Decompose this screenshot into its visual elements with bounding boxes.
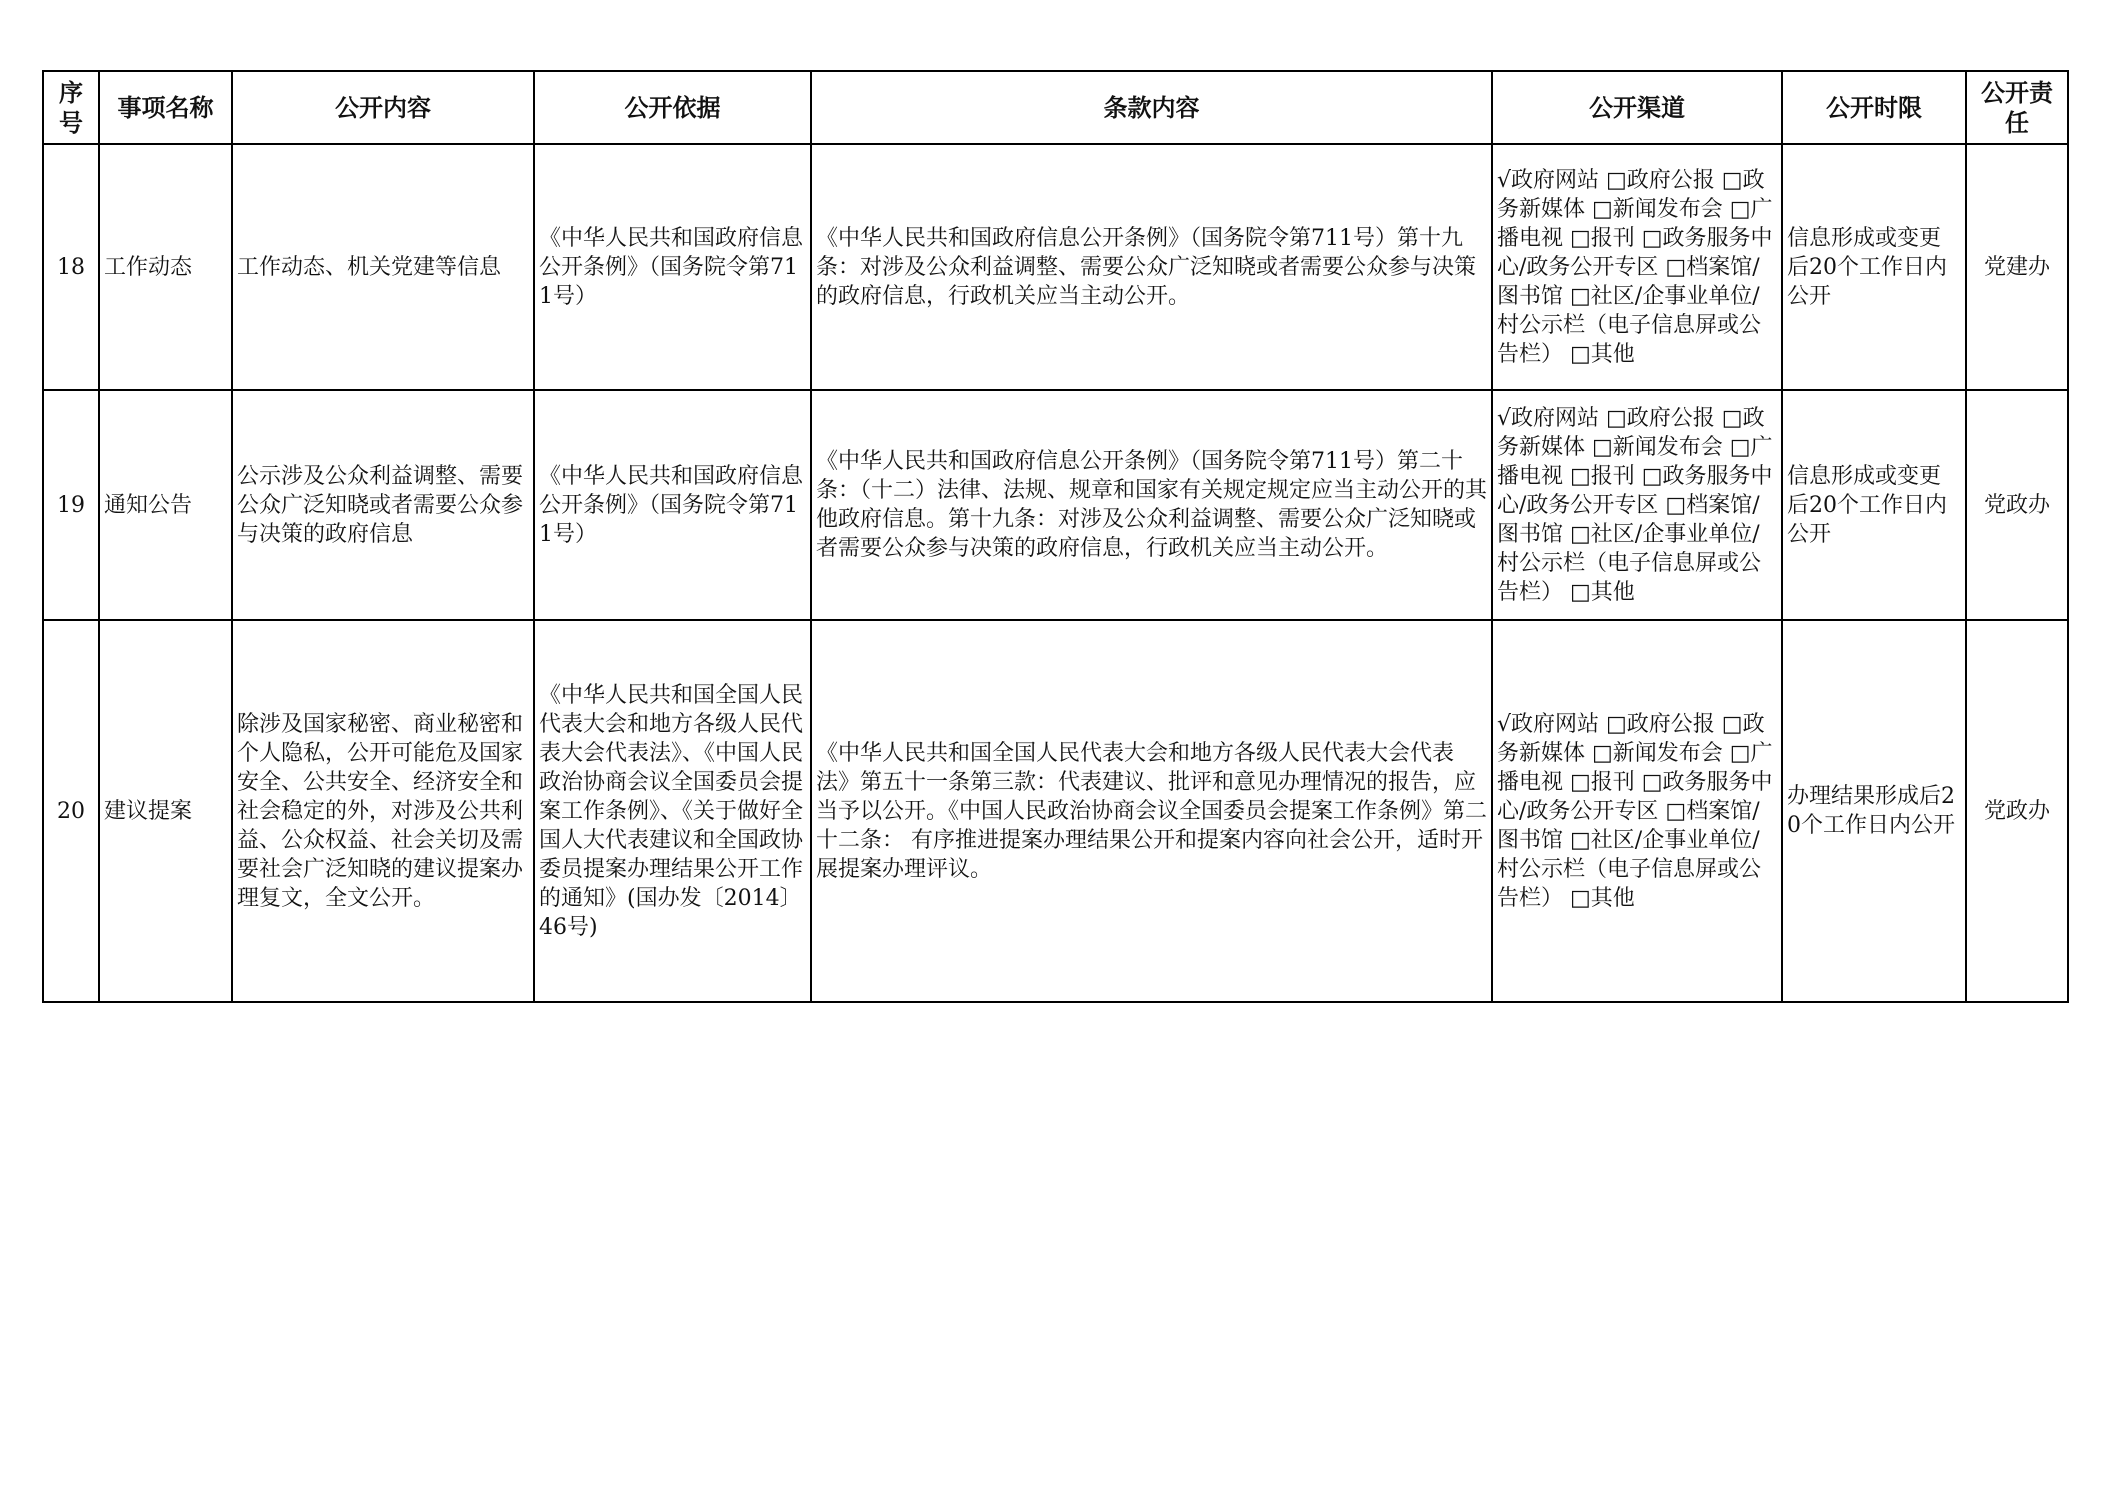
table-row [43, 620, 2068, 1002]
row-number: 18 [43, 144, 99, 390]
disclosure-basis: 《中华人民共和国全国人民代表大会和地方各级人民代表大会代表法》、《中国人民政治协商会议全国委员会提案工作条例》、《关于做好全国人大代表建议和全国政协委员提案办理结果公开工作的通知》(国办发〔2014〕46号) [534, 620, 811, 1002]
header-disclosure-channel: 公开渠道 [1492, 71, 1782, 144]
disclosure-channel: √政府网站 □政府公报 □政务新媒体 □新闻发布会 □广播电视 □报刊 □政务服务中心/政务公开专区 □档案馆/图书馆 □社区/企事业单位/村公示栏（电子信息屏或公告栏） □其他 [1492, 144, 1782, 390]
clause-content: 《中华人民共和国政府信息公开条例》（国务院令第711号）第二十条：（十二）法律、法规、规章和国家有关规定规定应当主动公开的其他政府信息。第十九条：对涉及公众利益调整、需要公众广泛知晓或者需要公众参与决策的政府信息，行政机关应当主动公开。 [811, 390, 1492, 620]
header-item-name: 事项名称 [99, 71, 232, 144]
clause-content: 《中华人民共和国全国人民代表大会和地方各级人民代表大会代表法》第五十一条第三款：代表建议、批评和意见办理情况的报告，应当予以公开。《中国人民政治协商会议全国委员会提案工作条例》第二十二条： 有序推进提案办理结果公开和提案内容向社会公开，适时开展提案办理评议。 [811, 620, 1492, 1002]
item-name: 通知公告 [99, 390, 232, 620]
clause-content: 《中华人民共和国政府信息公开条例》（国务院令第711号）第十九条：对涉及公众利益调整、需要公众广泛知晓或者需要公众参与决策的政府信息，行政机关应当主动公开。 [811, 144, 1492, 390]
disclosure-content: 除涉及国家秘密、商业秘密和个人隐私，公开可能危及国家安全、公共安全、经济安全和社会稳定的外，对涉及公共利益、公众权益、社会关切及需要社会广泛知晓的建议提案办理复文，全文公开。 [232, 620, 534, 1002]
item-name: 建议提案 [99, 620, 232, 1002]
row-number: 20 [43, 620, 99, 1002]
row-number: 19 [43, 390, 99, 620]
disclosure-content: 公示涉及公众利益调整、需要公众广泛知晓或者需要公众参与决策的政府信息 [232, 390, 534, 620]
disclosure-deadline: 办理结果形成后20个工作日内公开 [1782, 620, 1966, 1002]
table-row [43, 390, 2068, 620]
disclosure-content: 工作动态、机关党建等信息 [232, 144, 534, 390]
header-disclosure-deadline: 公开时限 [1782, 71, 1966, 144]
disclosure-table [42, 70, 2069, 1003]
disclosure-deadline: 信息形成或变更后20个工作日内公开 [1782, 144, 1966, 390]
responsible-unit: 党建办 [1966, 144, 2068, 390]
disclosure-basis: 《中华人民共和国政府信息公开条例》（国务院令第711号） [534, 390, 811, 620]
item-name: 工作动态 [99, 144, 232, 390]
header-responsible-unit: 公开责任 [1966, 71, 2068, 144]
disclosure-channel: √政府网站 □政府公报 □政务新媒体 □新闻发布会 □广播电视 □报刊 □政务服务中心/政务公开专区 □档案馆/图书馆 □社区/企事业单位/村公示栏（电子信息屏或公告栏） □其他 [1492, 390, 1782, 620]
header-clause-content: 条款内容 [811, 71, 1492, 144]
disclosure-basis: 《中华人民共和国政府信息公开条例》（国务院令第711号） [534, 144, 811, 390]
header-disclosure-content: 公开内容 [232, 71, 534, 144]
responsible-unit: 党政办 [1966, 620, 2068, 1002]
responsible-unit: 党政办 [1966, 390, 2068, 620]
disclosure-channel: √政府网站 □政府公报 □政务新媒体 □新闻发布会 □广播电视 □报刊 □政务服务中心/政务公开专区 □档案馆/图书馆 □社区/企事业单位/村公示栏（电子信息屏或公告栏） □其他 [1492, 620, 1782, 1002]
table-row [43, 144, 2068, 390]
disclosure-deadline: 信息形成或变更后20个工作日内公开 [1782, 390, 1966, 620]
header-number: 序号 [43, 71, 99, 144]
header-disclosure-basis: 公开依据 [534, 71, 811, 144]
table-header-row [43, 71, 2068, 144]
